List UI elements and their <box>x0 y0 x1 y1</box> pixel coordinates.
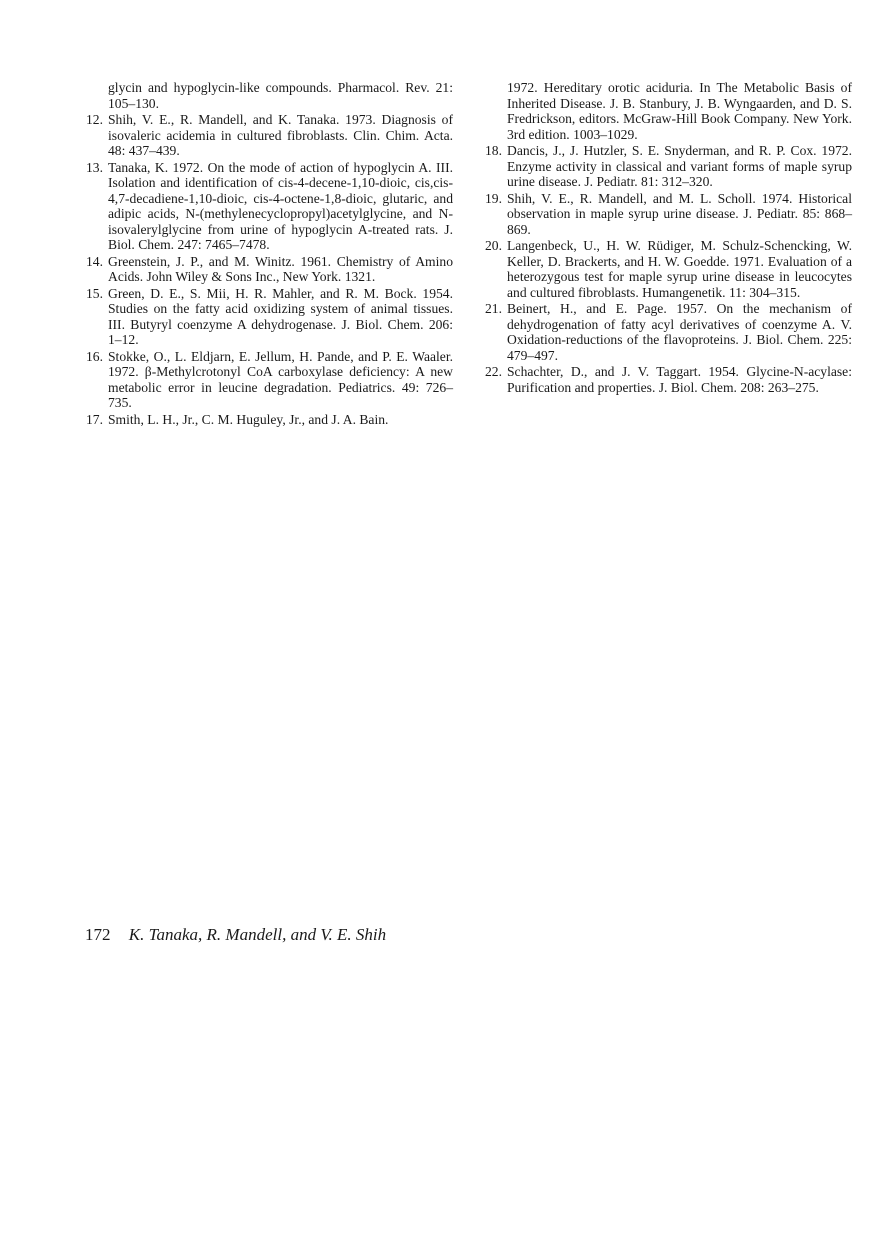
reference-15 <box>85 286 453 348</box>
reference-text: Dancis, J., J. Hutzler, S. E. Snyderman, and R. P. Cox. 1972. Enzyme activity in classical and variant forms of maple syrup urine disease. J. Pediatr. 81: 312–320. <box>507 143 852 189</box>
reference-12 <box>85 112 453 159</box>
reference-text: Beinert, H., and E. Page. 1957. On the mechanism of dehydrogenation of fatty acyl derivatives of coenzyme A. V. Oxidation-reductions of the flavoproteins. J. Biol. Chem. 225: 479–497. <box>507 301 852 363</box>
reference-number: 15. <box>86 285 103 301</box>
reference-20 <box>484 238 852 300</box>
page-number: 172 <box>85 925 111 944</box>
references-right-column <box>484 80 852 396</box>
reference-text: Langenbeck, U., H. W. Rüdiger, M. Schulz-Schencking, W. Keller, D. Brackerts, and H. W. Goedde. 1971. Evaluation of a heterozygous test for maple syrup urine disease in leucocytes and cultured fibroblasts. Humangenetik. 11: 304–315. <box>507 238 852 300</box>
reference-16 <box>85 349 453 411</box>
reference-number: 22. <box>485 364 502 379</box>
reference-text: 1972. Hereditary orotic aciduria. In The Metabolic Basis of Inherited Disease. J. B. Stanbury, J. B. Wyngaarden, and D. S. Fredrickson, editors. McGraw-Hill Book Company. New York. 3rd edition. 1003–1029. <box>507 80 852 142</box>
reference-13 <box>85 160 453 253</box>
running-authors: K. Tanaka, R. Mandell, and V. E. Shih <box>128 925 387 944</box>
references-left-column <box>85 80 453 428</box>
reference-text: Shih, V. E., R. Mandell, and K. Tanaka. 1973. Diagnosis of isovaleric acidemia in cultured fibroblasts. Clin. Chim. Acta. 48: 437–439. <box>108 112 453 158</box>
reference-22 <box>484 364 852 395</box>
reference-number: 19. <box>485 190 502 206</box>
reference-number: 14. <box>86 253 103 269</box>
reference-text: Stokke, O., L. Eldjarn, E. Jellum, H. Pande, and P. E. Waaler. 1972. β-Methylcrotonyl CoA carboxylase deficiency: A new metabolic error in leucine degradation. Pediatrics. 49: 726–735. <box>108 348 453 410</box>
reference-17 <box>85 412 453 428</box>
reference-21 <box>484 301 852 363</box>
page-footer <box>85 925 386 945</box>
reference-14 <box>85 254 453 285</box>
reference-text: glycin and hypoglycin-like compounds. Pharmacol. Rev. 21: 105–130. <box>108 80 453 111</box>
reference-number: 16. <box>86 348 103 364</box>
reference-continuation <box>85 80 453 111</box>
reference-text: Shih, V. E., R. Mandell, and M. L. Scholl. 1974. Historical observation in maple syrup urine disease. J. Pediatr. 85: 868–869. <box>507 190 852 237</box>
reference-number: 13. <box>86 159 103 175</box>
reference-text: Greenstein, J. P., and M. Winitz. 1961. Chemistry of Amino Acids. John Wiley & Sons Inc., New York. 1321. <box>108 253 453 284</box>
reference-number: 20. <box>485 238 502 253</box>
reference-text: Smith, L. H., Jr., C. M. Huguley, Jr., and J. A. Bain. <box>108 411 389 427</box>
reference-18 <box>484 143 852 190</box>
reference-text: Green, D. E., S. Mii, H. R. Mahler, and R. M. Bock. 1954. Studies on the fatty acid oxidizing system of animal tissues. III. Butyryl coenzyme A dehydrogenase. J. Biol. Chem. 206: 1–12. <box>108 285 453 347</box>
reference-text: Schachter, D., and J. V. Taggart. 1954. Glycine-N-acylase: Purification and properties. J. Biol. Chem. 208: 263–275. <box>507 364 852 395</box>
reference-number: 18. <box>485 143 502 158</box>
reference-19 <box>484 191 852 238</box>
reference-number: 17. <box>86 411 103 427</box>
reference-text: Tanaka, K. 1972. On the mode of action of hypoglycin A. III. Isolation and identification of cis-4-decene-1,10-dioic, cis,cis-4,7-decadiene-1,10-dioic, cis-4-octene-1,8-dioic, glutaric, and adipic acids, N-(methylenecyclopropyl)acetylglycine, and N-isovalerylglycine from urine of hypoglycin A-treated rats. J. Biol. Chem. 247: 7465–7478. <box>108 159 453 252</box>
reference-number: 21. <box>485 301 502 316</box>
reference-continuation <box>484 80 852 142</box>
reference-number: 12. <box>86 112 103 127</box>
